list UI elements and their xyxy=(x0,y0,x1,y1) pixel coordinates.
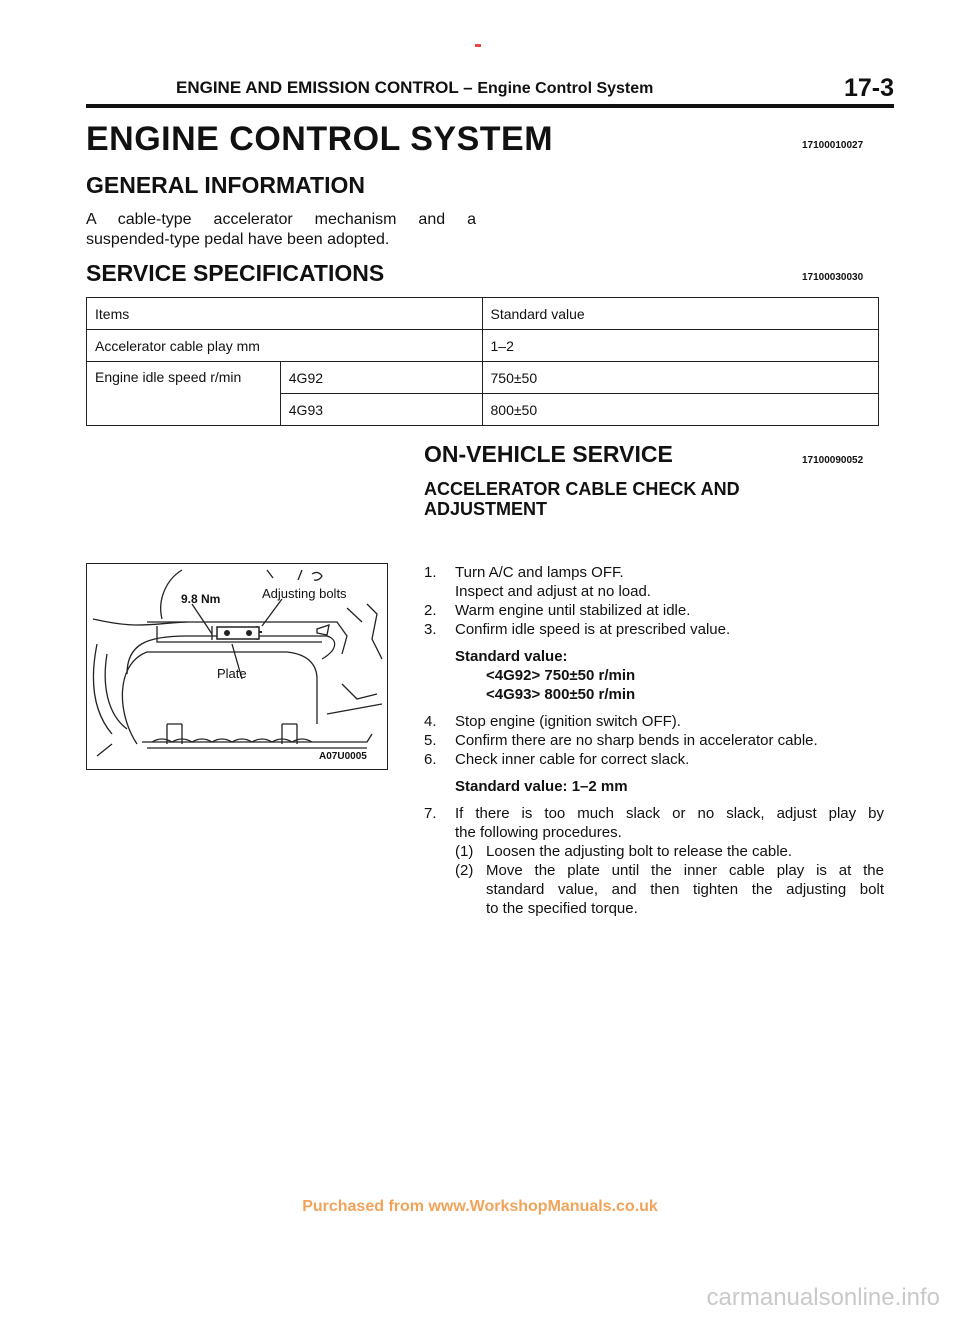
general-info-text xyxy=(86,210,476,250)
service-specs-heading: SERVICE SPECIFICATIONS xyxy=(86,260,385,286)
step-text: Confirm idle speed is at prescribed value. xyxy=(455,621,731,638)
step-number: 6. xyxy=(424,751,437,768)
spec-table xyxy=(86,297,879,426)
step-6 xyxy=(424,750,884,769)
substep-text: Loosen the adjusting bolt to release the cable. xyxy=(486,843,793,860)
purchase-footer: Purchased from www.WorkshopManuals.co.uk xyxy=(302,1198,658,1215)
table-row xyxy=(87,362,879,394)
top-mark xyxy=(475,44,481,47)
standard-value-label: Standard value: xyxy=(455,648,568,665)
table-header-standard: Standard value xyxy=(482,298,879,330)
table-cell-item: Accelerator cable play mm xyxy=(87,330,483,362)
table-row xyxy=(87,330,879,362)
accelerator-subheading xyxy=(424,479,740,519)
step-1 xyxy=(424,563,884,601)
step-number: 1. xyxy=(424,564,437,581)
step-3 xyxy=(424,620,884,639)
accelerator-figure xyxy=(86,563,388,770)
step-text: Inspect and adjust at no load. xyxy=(455,583,651,600)
table-cell-model: 4G92 xyxy=(280,362,482,394)
step-text: Check inner cable for correct slack. xyxy=(455,751,690,768)
substep-2 xyxy=(455,861,884,918)
on-vehicle-code: 17100090052 xyxy=(802,455,864,466)
figure-code: A07U0005 xyxy=(319,751,367,762)
step-text: Stop engine (ignition switch OFF). xyxy=(455,713,681,730)
step-text: Warm engine until stabilized at idle. xyxy=(455,602,691,619)
on-vehicle-heading: ON-VEHICLE SERVICE xyxy=(424,441,673,467)
plate-label: Plate xyxy=(217,666,247,681)
torque-label: 9.8 Nm xyxy=(181,592,221,606)
running-header xyxy=(86,74,894,104)
header-subtitle: Engine Control System xyxy=(477,80,654,97)
step-text: Turn A/C and lamps OFF. xyxy=(455,564,624,581)
step-7 xyxy=(424,804,884,918)
header-dash: – xyxy=(463,78,473,97)
general-info-line: A cable-type accelerator mechanism and a xyxy=(86,211,476,228)
standard-value-4g92: <4G92> 750±50 r/min xyxy=(486,667,636,684)
service-specs-code: 17100030030 xyxy=(802,272,864,283)
substep-1 xyxy=(455,842,884,861)
table-cell-model: 4G93 xyxy=(280,394,482,426)
table-header-items: Items xyxy=(87,298,483,330)
header-title: ENGINE AND EMISSION CONTROL xyxy=(176,78,459,97)
step-number: 5. xyxy=(424,732,437,749)
page-title: ENGINE CONTROL SYSTEM xyxy=(86,120,554,158)
section-code: 17100010027 xyxy=(802,140,864,151)
step-number: 3. xyxy=(424,621,437,638)
substep-text: standard value, and then tighten the adjusting bolt xyxy=(486,881,884,898)
step-text: If there is too much slack or no slack, adjust play by xyxy=(455,805,884,822)
table-header-row xyxy=(87,298,879,330)
header-rule xyxy=(86,104,894,108)
general-info-heading: GENERAL INFORMATION xyxy=(86,172,365,198)
step-number: 4. xyxy=(424,713,437,730)
table-cell-item: Engine idle speed r/min xyxy=(87,362,281,426)
site-watermark: carmanualsonline.info xyxy=(706,1284,940,1311)
table-cell-value: 750±50 xyxy=(482,362,879,394)
substep-number: (2) xyxy=(455,862,474,879)
adjusting-bolts-label: Adjusting bolts xyxy=(262,586,347,601)
table-cell-value: 800±50 xyxy=(482,394,879,426)
procedure-steps xyxy=(424,563,884,918)
page-number: 17-3 xyxy=(843,74,894,102)
subheading-line: ADJUSTMENT xyxy=(424,499,548,519)
substep-text: Move the plate until the inner cable play is at the xyxy=(486,862,884,879)
step-text: the following procedures. xyxy=(455,824,622,841)
step-number: 7. xyxy=(424,805,437,822)
step-5 xyxy=(424,731,884,750)
subheading-line: ACCELERATOR CABLE CHECK AND xyxy=(424,479,740,499)
substep-number: (1) xyxy=(455,843,474,860)
step-number: 2. xyxy=(424,602,437,619)
table-cell-value: 1–2 xyxy=(482,330,879,362)
step-4 xyxy=(424,712,884,731)
step-text: Confirm there are no sharp bends in accelerator cable. xyxy=(455,732,818,749)
standard-value-play: Standard value: 1–2 mm xyxy=(455,778,628,795)
step-2 xyxy=(424,601,884,620)
substep-text: to the specified torque. xyxy=(486,900,638,917)
standard-value-4g93: <4G93> 800±50 r/min xyxy=(486,686,636,703)
header-title-line xyxy=(176,78,653,98)
general-info-line: suspended-type pedal have been adopted. xyxy=(86,231,390,248)
